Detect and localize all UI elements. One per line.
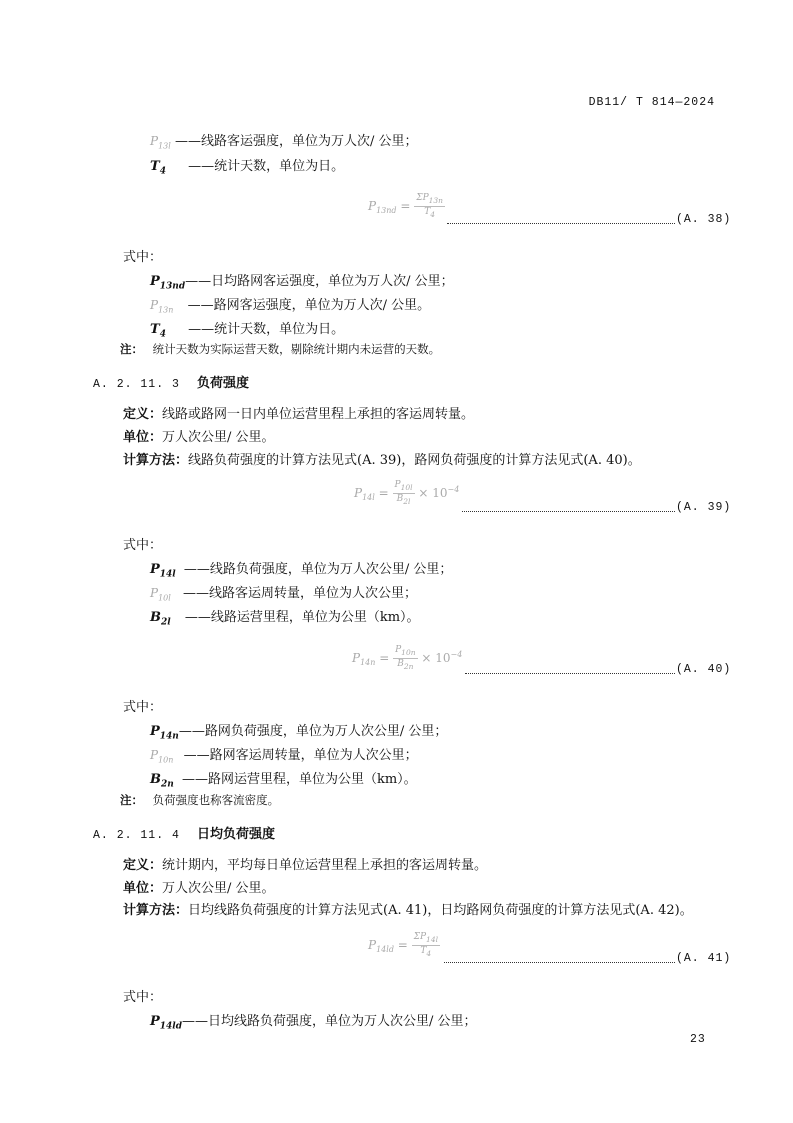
document-id: DB11/ T 814—2024 [588,96,715,109]
equation-number: (A. 40) [676,663,732,676]
symbol: $T_4$ [150,322,166,340]
definition-text: ——线路客运强度，单位为万人次/ 公里； [174,134,418,149]
symbol: $P_{14ld}$ [150,1014,183,1032]
def-row [150,1010,477,1032]
def-row [150,606,420,628]
dot-leader [465,673,675,674]
equation-a38: $P_{13nd}$ = $\frac{\Sigma P_{13n}}{T_4}$ [368,193,444,219]
section-heading [93,372,249,391]
symbol: $P_{13n}$ [150,298,174,315]
def-row [150,318,344,340]
equation-a40: $P_{14n}$ = $\frac{P_{10n}}{B_{2n}}$ × $10^{-4}$ [352,645,463,671]
equation-number: (A. 38) [676,213,732,226]
definition-text: ——路网运营里程，单位为公里（km）。 [181,772,417,787]
section-title: 负荷强度 [197,376,250,391]
def-row [150,130,417,150]
definition-line: 定义：统计期内，平均每日单位运营里程上承担的客运周转量。 [123,858,488,873]
section-title: 日均负荷强度 [197,827,276,842]
note [120,792,279,808]
symbol: $P_{13l}$ [150,134,171,151]
def-row [150,582,417,602]
def-row [150,155,344,177]
unit-line: 单位：万人次公里/ 公里。 [123,430,275,445]
where-label: 式中： [123,250,163,265]
symbol: $T_4$ [150,159,166,177]
method-line: 计算方法：日均线路负荷强度的计算方法见式(A. 41)，日均路网负荷强度的计算方法见式(A. 42)。 [123,903,693,918]
where-label: 式中： [123,538,163,553]
section-number: A. 2. 11. 4 [93,829,180,842]
note [120,341,440,357]
definition-text: ——线路客运周转量，单位为人次公里； [182,586,417,601]
dot-leader [447,223,675,224]
def-row [150,720,447,742]
method-line: 计算方法：线路负荷强度的计算方法见式(A. 39)，路网负荷强度的计算方法见式(A. 40)。 [123,453,641,468]
equation-a39: $P_{14l}$ = $\frac{P_{10l}}{B_{2l}}$ × $10^{-4}$ [354,480,460,506]
where-label: 式中： [123,700,163,715]
definition-text: ——线路运营里程，单位为公里（km）。 [184,610,420,625]
symbol: $P_{13nd}$ [150,274,186,292]
definition-text: ——日均线路负荷强度，单位为万人次公里/ 公里； [182,1014,477,1029]
definition-text: ——统计天数，单位为日。 [188,159,345,174]
equation-a41: $P_{14ld}$ = $\frac{\Sigma P_{14l}}{T_4}$ [368,932,438,958]
def-row [150,558,452,580]
def-row [150,768,417,790]
definition-text: ——统计天数，单位为日。 [188,322,345,337]
dot-leader [444,962,675,963]
definition-text: ——线路负荷强度，单位为万人次公里/ 公里； [183,562,453,577]
where-label: 式中： [123,990,163,1005]
symbol: $P_{10n}$ [150,748,174,765]
symbol: $B_{2l}$ [150,610,171,628]
definition-text: ——路网客运周转量，单位为人次公里； [183,748,418,763]
definition-text: ——路网负荷强度，单位为万人次公里/ 公里； [178,724,448,739]
page-number: 23 [690,1033,706,1046]
note-label: 注： [120,793,143,807]
equation-number: (A. 39) [676,501,732,514]
def-row [150,270,454,292]
symbol: $P_{10l}$ [150,586,171,603]
symbol: $B_{2n}$ [150,772,174,790]
definition-line: 定义：线路或路网一日内单位运营里程上承担的客运周转量。 [123,407,475,422]
unit-line: 单位：万人次公里/ 公里。 [123,881,275,896]
def-row [150,744,418,764]
note-text: 负荷强度也称客流密度。 [152,793,280,807]
section-number: A. 2. 11. 3 [93,378,180,391]
definition-text: ——路网客运强度，单位为万人次/ 公里。 [187,298,431,313]
definition-text: ——日均路网客运强度，单位为万人次/ 公里； [185,274,454,289]
symbol: $P_{14l}$ [150,562,176,580]
def-row [150,294,430,314]
note-label: 注： [120,342,143,356]
section-heading [93,823,275,842]
note-text: 统计天数为实际运营天数，剔除统计期内未运营的天数。 [152,342,441,356]
equation-number: (A. 41) [676,952,732,965]
symbol: $P_{14n}$ [150,724,179,742]
dot-leader [462,511,675,512]
